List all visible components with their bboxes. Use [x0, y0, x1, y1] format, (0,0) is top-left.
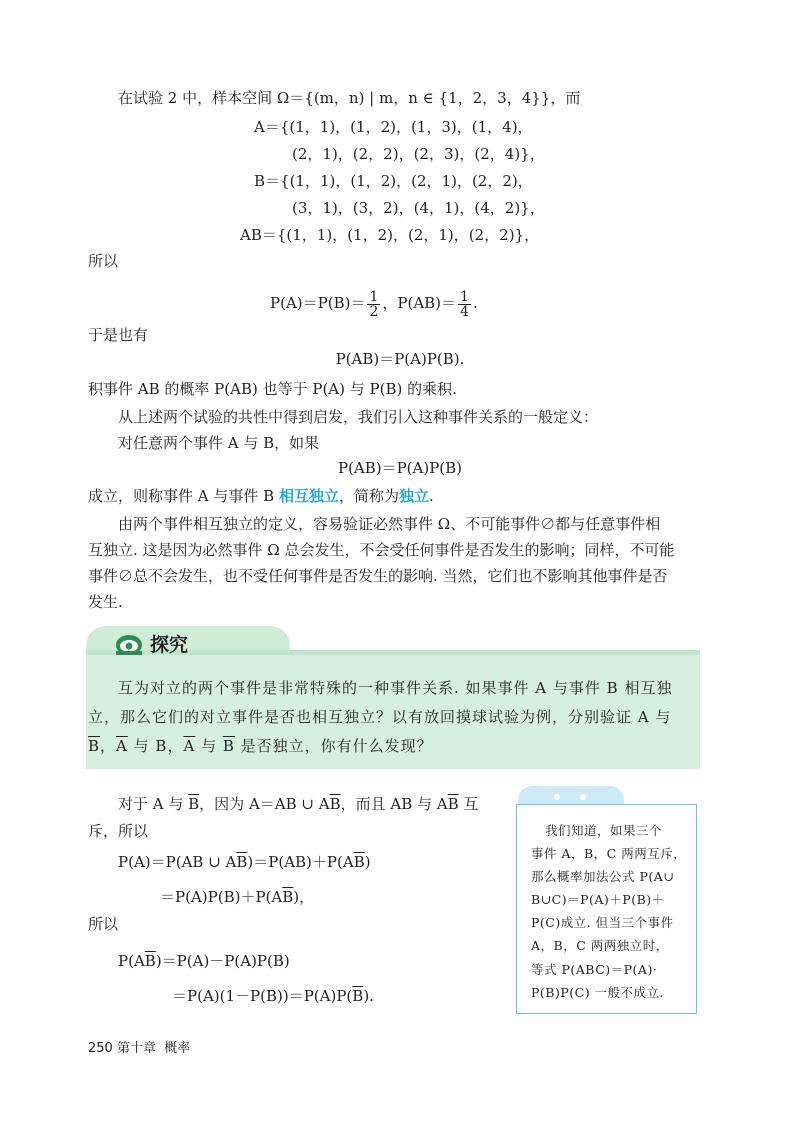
equation-5: [118, 951, 290, 971]
probability-equation: [270, 288, 478, 319]
fraction-numerator: 1: [460, 288, 469, 305]
text: 对于 A 与: [118, 795, 189, 813]
explore-line3: [88, 736, 433, 756]
text: )＝P(AB)＋P(A: [247, 853, 354, 871]
text: ).: [363, 987, 374, 1005]
text: 与: [195, 737, 223, 755]
text: )，: [293, 888, 315, 906]
note-line4: B∪C)＝P(A)＋P(B)＋: [531, 892, 665, 907]
text: )＝P(A)－P(A)P(B): [155, 952, 290, 970]
term-short: 独立: [398, 487, 429, 505]
equation-3: [118, 852, 371, 872]
note-line5: P(C)成立. 但当三个事件: [531, 915, 674, 930]
inspire-text: 从上述两个试验的共性中得到启发，我们引入这种事件关系的一般定义：: [118, 408, 599, 426]
prob-mid: ，P(AB)＝: [382, 294, 457, 312]
b-bar: $\overline{B}$: [329, 795, 341, 813]
text: ，而且 AB 与 A: [340, 795, 448, 813]
text: P(A: [118, 952, 145, 970]
b-bar: $\overline{B}$: [188, 795, 200, 813]
set-b-line2: (3，1)，(3，2)，(4，1)，(4，2)}，: [292, 199, 545, 217]
text: ＝P(A)(1－P(B))＝P(A)P(: [172, 987, 353, 1005]
def-mid: ，简称为: [338, 487, 399, 505]
explore-line1: 互为对立的两个事件是非常特殊的一种事件关系. 如果事件 A 与事件 B 相互独: [118, 679, 673, 697]
b-bar: $\overline{B}$: [144, 952, 156, 970]
note-dot: [580, 794, 586, 800]
b-bar: $\overline{B}$: [236, 853, 248, 871]
definition-intro: 对任意两个事件 A 与 B，如果: [118, 434, 320, 452]
b-bar: $\overline{B}$: [447, 795, 459, 813]
proof-line2: 斥，所以: [88, 822, 149, 840]
chapter-title: 概率: [164, 1041, 191, 1056]
text: 互: [458, 795, 479, 813]
a-bar: $\overline{A}$: [116, 737, 128, 755]
note-line8: P(B)P(C) 一般不成立.: [531, 985, 665, 1000]
chapter-label: 第十章: [116, 1041, 156, 1056]
explore-line2: 立，那么它们的对立事件是否也相互独立？以有放回摸球试验为例，分别验证 A 与: [88, 708, 672, 726]
paragraph-line1: 由两个事件相互独立的定义，容易验证必然事件 Ω、不可能事件∅都与任意事件相: [118, 515, 661, 533]
so-label-2: 所以: [88, 915, 119, 933]
text: ，因为 A＝AB ∪ A: [199, 795, 330, 813]
b-bar: $\overline{B}$: [88, 737, 101, 755]
text: 与 B，: [127, 737, 184, 755]
b-bar: $\overline{B}$: [352, 987, 364, 1005]
note-line7: 等式 P(ABC)＝P(A)·: [531, 962, 658, 977]
proof-line1: [118, 794, 478, 814]
b-bar: $\overline{B}$: [222, 737, 235, 755]
text: ，: [100, 737, 117, 755]
page-footer: [88, 1037, 190, 1056]
note-line6: A，B，C 两两独立时，: [531, 938, 669, 953]
fraction-denominator: 4: [460, 303, 469, 320]
text: ): [364, 853, 371, 871]
equation-4: [160, 887, 314, 907]
fraction-quarter: [458, 290, 471, 319]
b-bar: $\overline{B}$: [282, 888, 294, 906]
note-line2: 事件 A，B，C 两两互斥，: [531, 846, 687, 861]
definition-line: [88, 486, 434, 506]
paragraph-line3: 事件∅总不会发生，也不受任何事件是否发生的影响. 当然，它们也不影响其他事件是否: [88, 567, 668, 585]
explore-title: 探究: [150, 634, 189, 656]
text: 是否独立，你有什么发现？: [234, 737, 433, 755]
a-bar: $\overline{A}$: [183, 737, 196, 755]
set-a-line1: A＝{(1，1)，(1，2)，(1，3)，(1，4)，: [254, 118, 533, 136]
fraction-numerator: 1: [369, 288, 379, 305]
b-bar: $\overline{B}$: [353, 853, 365, 871]
sample-space-intro: 在试验 2 中，样本空间 Ω＝{(m，n) | m，n ∈ {1，2，3，4}}，而: [118, 89, 581, 107]
text: P(A)＝P(AB ∪ A: [118, 853, 237, 871]
paragraph-line4: 发生.: [88, 593, 123, 611]
prob-end: .: [472, 294, 478, 312]
thus-label: 于是也有: [88, 326, 149, 344]
term-independent: 相互独立: [278, 487, 339, 505]
set-a-line2: (2，1)，(2，2)，(2，3)，(2，4)}，: [292, 145, 545, 163]
def-end: .: [428, 487, 434, 505]
paragraph-line2: 互独立. 这是因为必然事件 Ω 总会发生，不会受任何事件是否发生的影响；同样，不可能: [88, 541, 675, 559]
set-ab: AB＝{(1，1)，(1，2)，(2，1)，(2，2)}，: [240, 226, 540, 244]
equation-1: P(AB)＝P(A)P(B).: [335, 350, 465, 368]
equation-2: P(AB)＝P(A)P(B): [337, 459, 463, 477]
equation-6: [172, 986, 374, 1006]
explore-icon: [114, 632, 144, 656]
note-line1: 我们知道，如果三个: [545, 823, 663, 838]
fraction-denominator: 2: [369, 303, 379, 320]
page-number: 250: [88, 1041, 113, 1056]
text: ＝P(A)P(B)＋P(A: [160, 888, 283, 906]
product-note: 积事件 AB 的概率 P(AB) 也等于 P(A) 与 P(B) 的乘积.: [88, 380, 457, 398]
note-dot: [554, 794, 560, 800]
fraction-half: [367, 290, 380, 319]
set-b-line1: B＝{(1，1)，(1，2)，(2，1)，(2，2)，: [254, 172, 533, 190]
so-label: 所以: [88, 252, 119, 270]
note-line3: 那么概率加法公式 P(A∪: [531, 869, 675, 884]
def-pre: 成立，则称事件 A 与事件 B: [88, 487, 279, 505]
prob-lhs: P(A)＝P(B)＝: [270, 294, 366, 312]
